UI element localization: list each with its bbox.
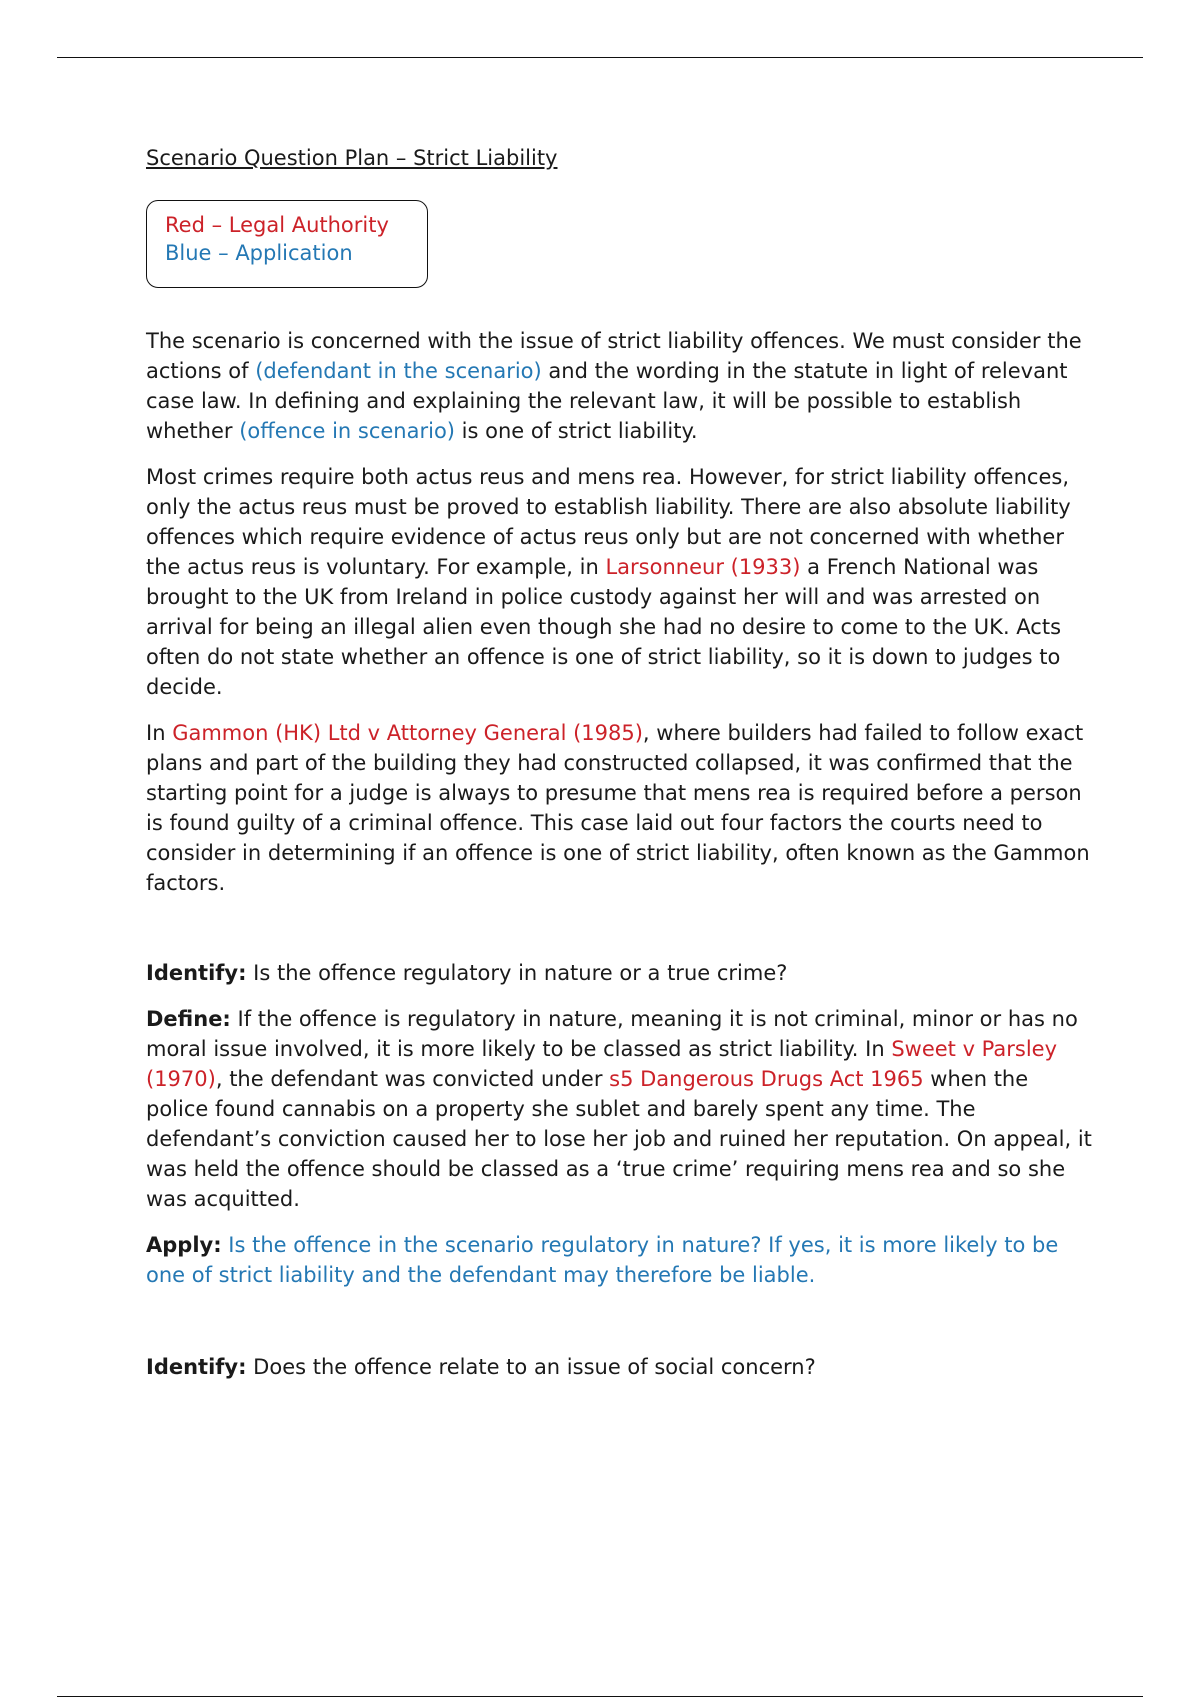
text: a French National was brought to the UK from Ireland in police custody against her will and was arrested on arrival for being an illegal alien even though she had no desire to come to the UK. Acts often do not state whether an offence is one of strict liability, so it is down to judges to decide. bbox=[146, 555, 1062, 699]
application-text: (defendant in the scenario) bbox=[255, 359, 542, 383]
text: and the wording in the statute in light of relevant case law. In defining and explaining the relevant law, it will be possible to establish whether bbox=[146, 359, 1068, 443]
application-text: Is the offence in the scenario regulatory in nature? If yes, it is more likely to be one of strict liability and the defendant may therefore be liable. bbox=[146, 1233, 1059, 1287]
intro-paragraph bbox=[146, 326, 1096, 446]
text: , the defendant was convicted under bbox=[215, 1067, 610, 1091]
define-label: Define: bbox=[146, 1007, 231, 1031]
apply-label: Apply: bbox=[146, 1233, 222, 1257]
text: , where builders had failed to follow exact plans and part of the building they had constructed collapsed, it was confirmed that the starting point for a judge is always to presume that mens rea is required before a person is found guilty of a criminal offence. This case laid out four factors the courts need to consider in determining if an offence is one of strict liability, often known as the Gammon factors. bbox=[146, 721, 1090, 895]
identify-regulatory bbox=[146, 958, 1096, 988]
application-text: (offence in scenario) bbox=[239, 419, 455, 443]
legal-authority-text: Gammon (HK) Ltd v Attorney General (1985) bbox=[172, 721, 643, 745]
text: when the police found cannabis on a property she sublet and barely spent any time. The defendant’s conviction caused her to lose her job and ruined her reputation. On appeal, it was held the offence should be classed as a ‘true crime’ requiring mens rea and so she was acquitted. bbox=[146, 1067, 1092, 1211]
legal-authority-text: Sweet v Parsley (1970) bbox=[146, 1037, 1058, 1091]
apply-regulatory bbox=[146, 1230, 1096, 1290]
gammon-paragraph bbox=[146, 718, 1096, 898]
text: In bbox=[146, 721, 173, 745]
define-regulatory bbox=[146, 1004, 1096, 1214]
legal-authority-text: s5 Dangerous Drugs Act 1965 bbox=[609, 1067, 924, 1091]
actus-reus-paragraph bbox=[146, 462, 1096, 702]
legend-blue-application: Blue – Application bbox=[165, 241, 353, 265]
legal-authority-text: Larsonneur (1933) bbox=[605, 555, 801, 579]
header-rule bbox=[57, 57, 1143, 58]
text: The scenario is concerned with the issue of strict liability offences. We must consider the actions of bbox=[146, 329, 1082, 383]
identify-label: Identify: bbox=[146, 1355, 247, 1379]
text: Most crimes require both actus reus and mens rea. However, for strict liability offences, only the actus reus must be proved to establish liability. There are also absolute liability offences which require evidence of actus reus only but are not concerned with whether the actus reus is voluntary. For example, in bbox=[146, 465, 1071, 579]
identify-label: Identify: bbox=[146, 961, 247, 985]
identify-social-concern bbox=[146, 1352, 1096, 1382]
text: is one of strict liability. bbox=[454, 419, 698, 443]
legend-red-legal-authority: Red – Legal Authority bbox=[165, 213, 389, 237]
color-legend-box bbox=[146, 200, 428, 288]
document-body bbox=[146, 144, 1096, 1398]
text: If the offence is regulatory in nature, meaning it is not criminal, minor or has no moral issue involved, it is more likely to be classed as strict liability. In bbox=[146, 1007, 1078, 1061]
text: Does the offence relate to an issue of social concern? bbox=[246, 1355, 816, 1379]
footer-rule bbox=[57, 1696, 1143, 1697]
page-title: Scenario Question Plan – Strict Liability bbox=[146, 146, 558, 170]
text: Is the offence regulatory in nature or a true crime? bbox=[246, 961, 788, 985]
